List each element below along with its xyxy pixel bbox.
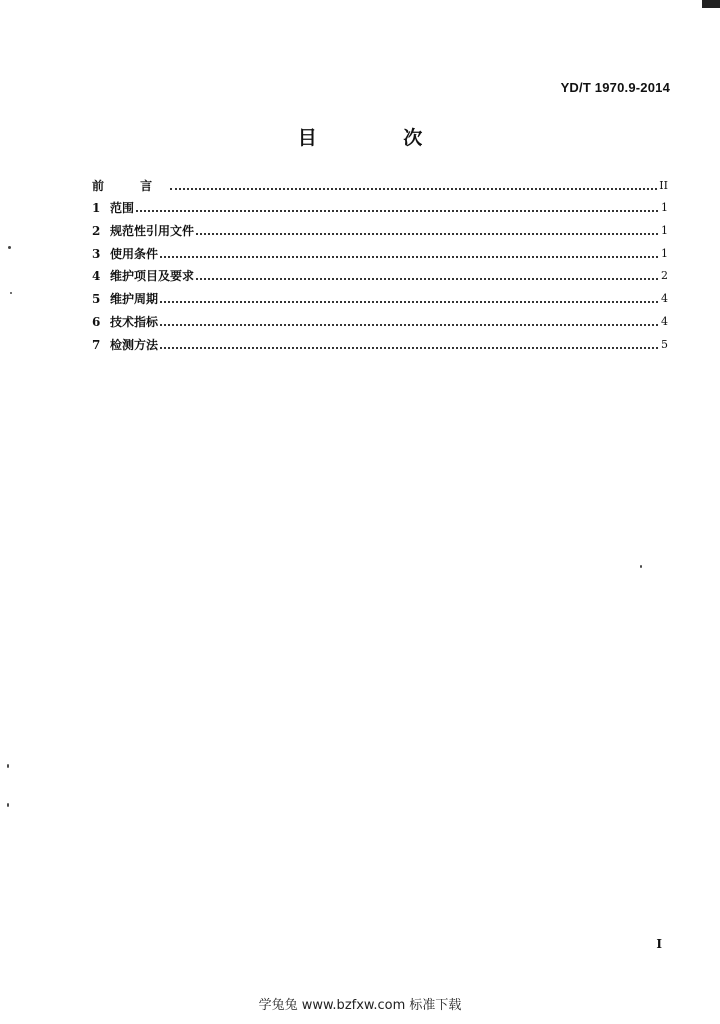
toc-item-test-methods[interactable] [92,329,668,352]
toc-item-page: 1 [661,224,668,238]
scan-speck [640,565,642,568]
page-title: 目 次 [297,127,463,149]
toc-item-scope[interactable] [92,193,668,216]
toc-leader-dots [160,347,658,349]
toc-item-page: 1 [661,246,668,260]
scan-speck [7,764,9,768]
toc-leader-dots [196,233,658,235]
toc-item-label: 维护项目及要求 [110,269,195,284]
toc-item-technical-indicators[interactable] [92,306,668,329]
scan-speck [10,292,12,294]
table-of-contents [92,170,668,352]
scan-speck [8,246,11,249]
toc-leader-dots [170,188,657,190]
page-number: I [656,937,662,951]
scan-corner-mark [702,0,720,8]
toc-item-normative-references[interactable] [92,215,668,238]
toc-leader-dots [160,256,658,258]
toc-item-page: 5 [661,337,668,351]
toc-item-page: 4 [661,314,668,328]
scan-speck [7,803,9,807]
toc-leader-dots [160,324,658,326]
toc-item-label: 前 言 [92,178,169,193]
toc-item-number: 4 [92,269,101,284]
toc-item-number: 3 [92,246,101,261]
toc-item-label: 技术指标 [110,314,159,329]
toc-leader-dots [196,278,658,280]
toc-item-number: 2 [92,224,101,239]
toc-item-number: 6 [92,314,101,329]
standard-code: YD/T 1970.9-2014 [560,80,670,95]
toc-item-number: 7 [92,337,101,352]
toc-item-label: 检测方法 [110,337,159,352]
toc-leader-dots [160,301,658,303]
toc-item-label: 规范性引用文件 [110,224,195,239]
watermark-text: 学兔兔 www.bzfxw.com 标准下载 [258,998,462,1013]
toc-item-label: 维护周期 [110,292,159,307]
toc-item-label: 范围 [110,201,135,216]
toc-item-label: 使用条件 [110,246,159,261]
toc-item-foreword[interactable] [92,170,668,193]
toc-item-page: 2 [661,269,668,283]
toc-item-conditions-of-use[interactable] [92,238,668,261]
toc-leader-dots [136,210,658,212]
toc-item-page: 4 [661,292,668,306]
toc-item-maintenance-items[interactable] [92,261,668,284]
toc-item-number: 1 [92,201,101,216]
toc-item-number: 5 [92,292,101,307]
toc-item-maintenance-cycle[interactable] [92,283,668,306]
toc-item-page: II [659,178,668,192]
toc-item-page: 1 [661,201,668,215]
